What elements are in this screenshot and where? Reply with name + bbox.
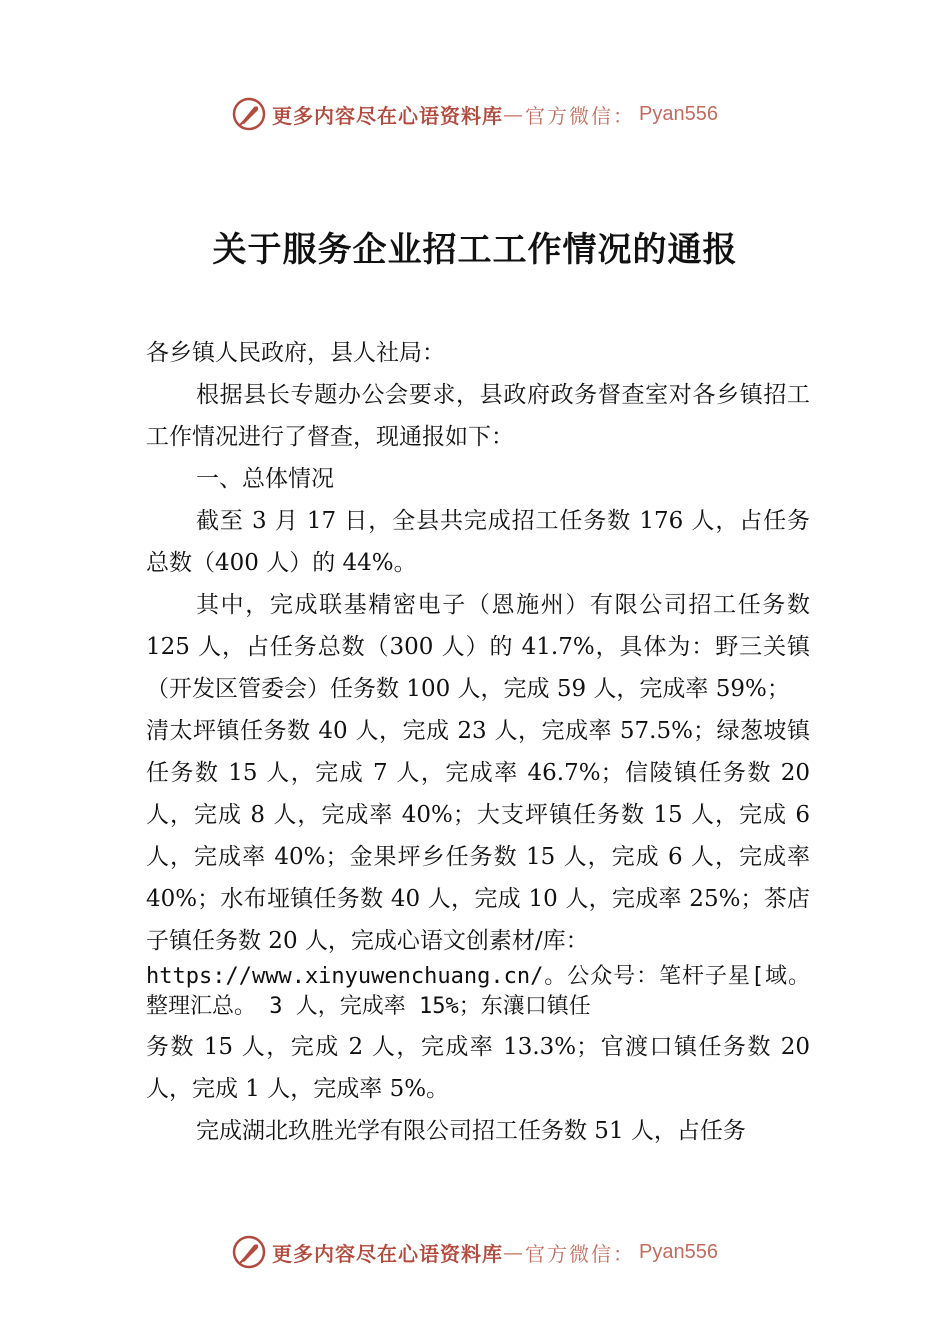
- banner-text: 更多内容尽在心语资料库: [272, 103, 504, 128]
- town-list: 清太坪镇任务数 40 人，完成 23 人，完成率 57.5%；绿葱坡镇任务数 15 人，完成 7 人，完成率 46.7%；信陵镇任务数 20 人，完成 8 人，完成率 40%；大支坪镇任务数 15 人，完成 6 人，完成率 40%；金果坪乡任务数 15 人，完成 6 人，完成率 40%；水布垭镇任务数 40 人，完成 10 人，完成率 25%；茶店子镇任务数 20 人，完成心语文创素材/库：: [146, 718, 810, 954]
- footer-banner: [0, 1232, 950, 1272]
- inserted-note: https://www.xinyuwenchuang.cn/。公众号：笔杆子星[域。整理汇总。 3 人，完成率 15%；东瀼口镇任: [146, 964, 810, 1019]
- banner-wechat-id: Pyan556: [639, 102, 718, 125]
- banner-dash: —: [503, 102, 526, 126]
- paragraph: 其中，完成联基精密电子（恩施州）有限公司招工任务数 125 人，占任务总数（300 人）的 41.7%，具体为：野三关镇（开发区管委会）任务数 100 人，完成 59 人，完成率 59%；: [146, 592, 810, 702]
- banner-wechat-label: 官方微信：: [525, 103, 636, 128]
- salutation: 各乡镇人民政府，县人社局：: [146, 340, 445, 366]
- document-title: 关于服务企业招工工作情况的通报: [212, 230, 738, 270]
- quill-logo-icon: [232, 97, 266, 131]
- quill-logo-icon: [232, 1235, 266, 1269]
- section-heading: 一、总体情况: [196, 466, 334, 492]
- document-body: [146, 332, 810, 1152]
- banner-wechat-id: Pyan556: [639, 1240, 718, 1263]
- town-list-tail: 务数 15 人，完成 2 人，完成率 13.3%；官渡口镇任务数 20 人，完成 1 人，完成率 5%。: [146, 1034, 810, 1102]
- paragraph: 根据县长专题办公会要求，县政府政务督查室对各乡镇招工工作情况进行了督查，现通报如下：: [146, 382, 810, 450]
- banner-text: 更多内容尽在心语资料库: [272, 1241, 504, 1266]
- paragraph: 截至 3 月 17 日，全县共完成招工任务数 176 人，占任务总数（400 人）的 44%。: [146, 508, 810, 576]
- banner-dash: —: [503, 1240, 526, 1264]
- banner-wechat-label: 官方微信：: [525, 1241, 636, 1266]
- header-banner: [0, 94, 950, 134]
- paragraph: 完成湖北玖胜光学有限公司招工任务数 51 人，占任务: [196, 1118, 746, 1144]
